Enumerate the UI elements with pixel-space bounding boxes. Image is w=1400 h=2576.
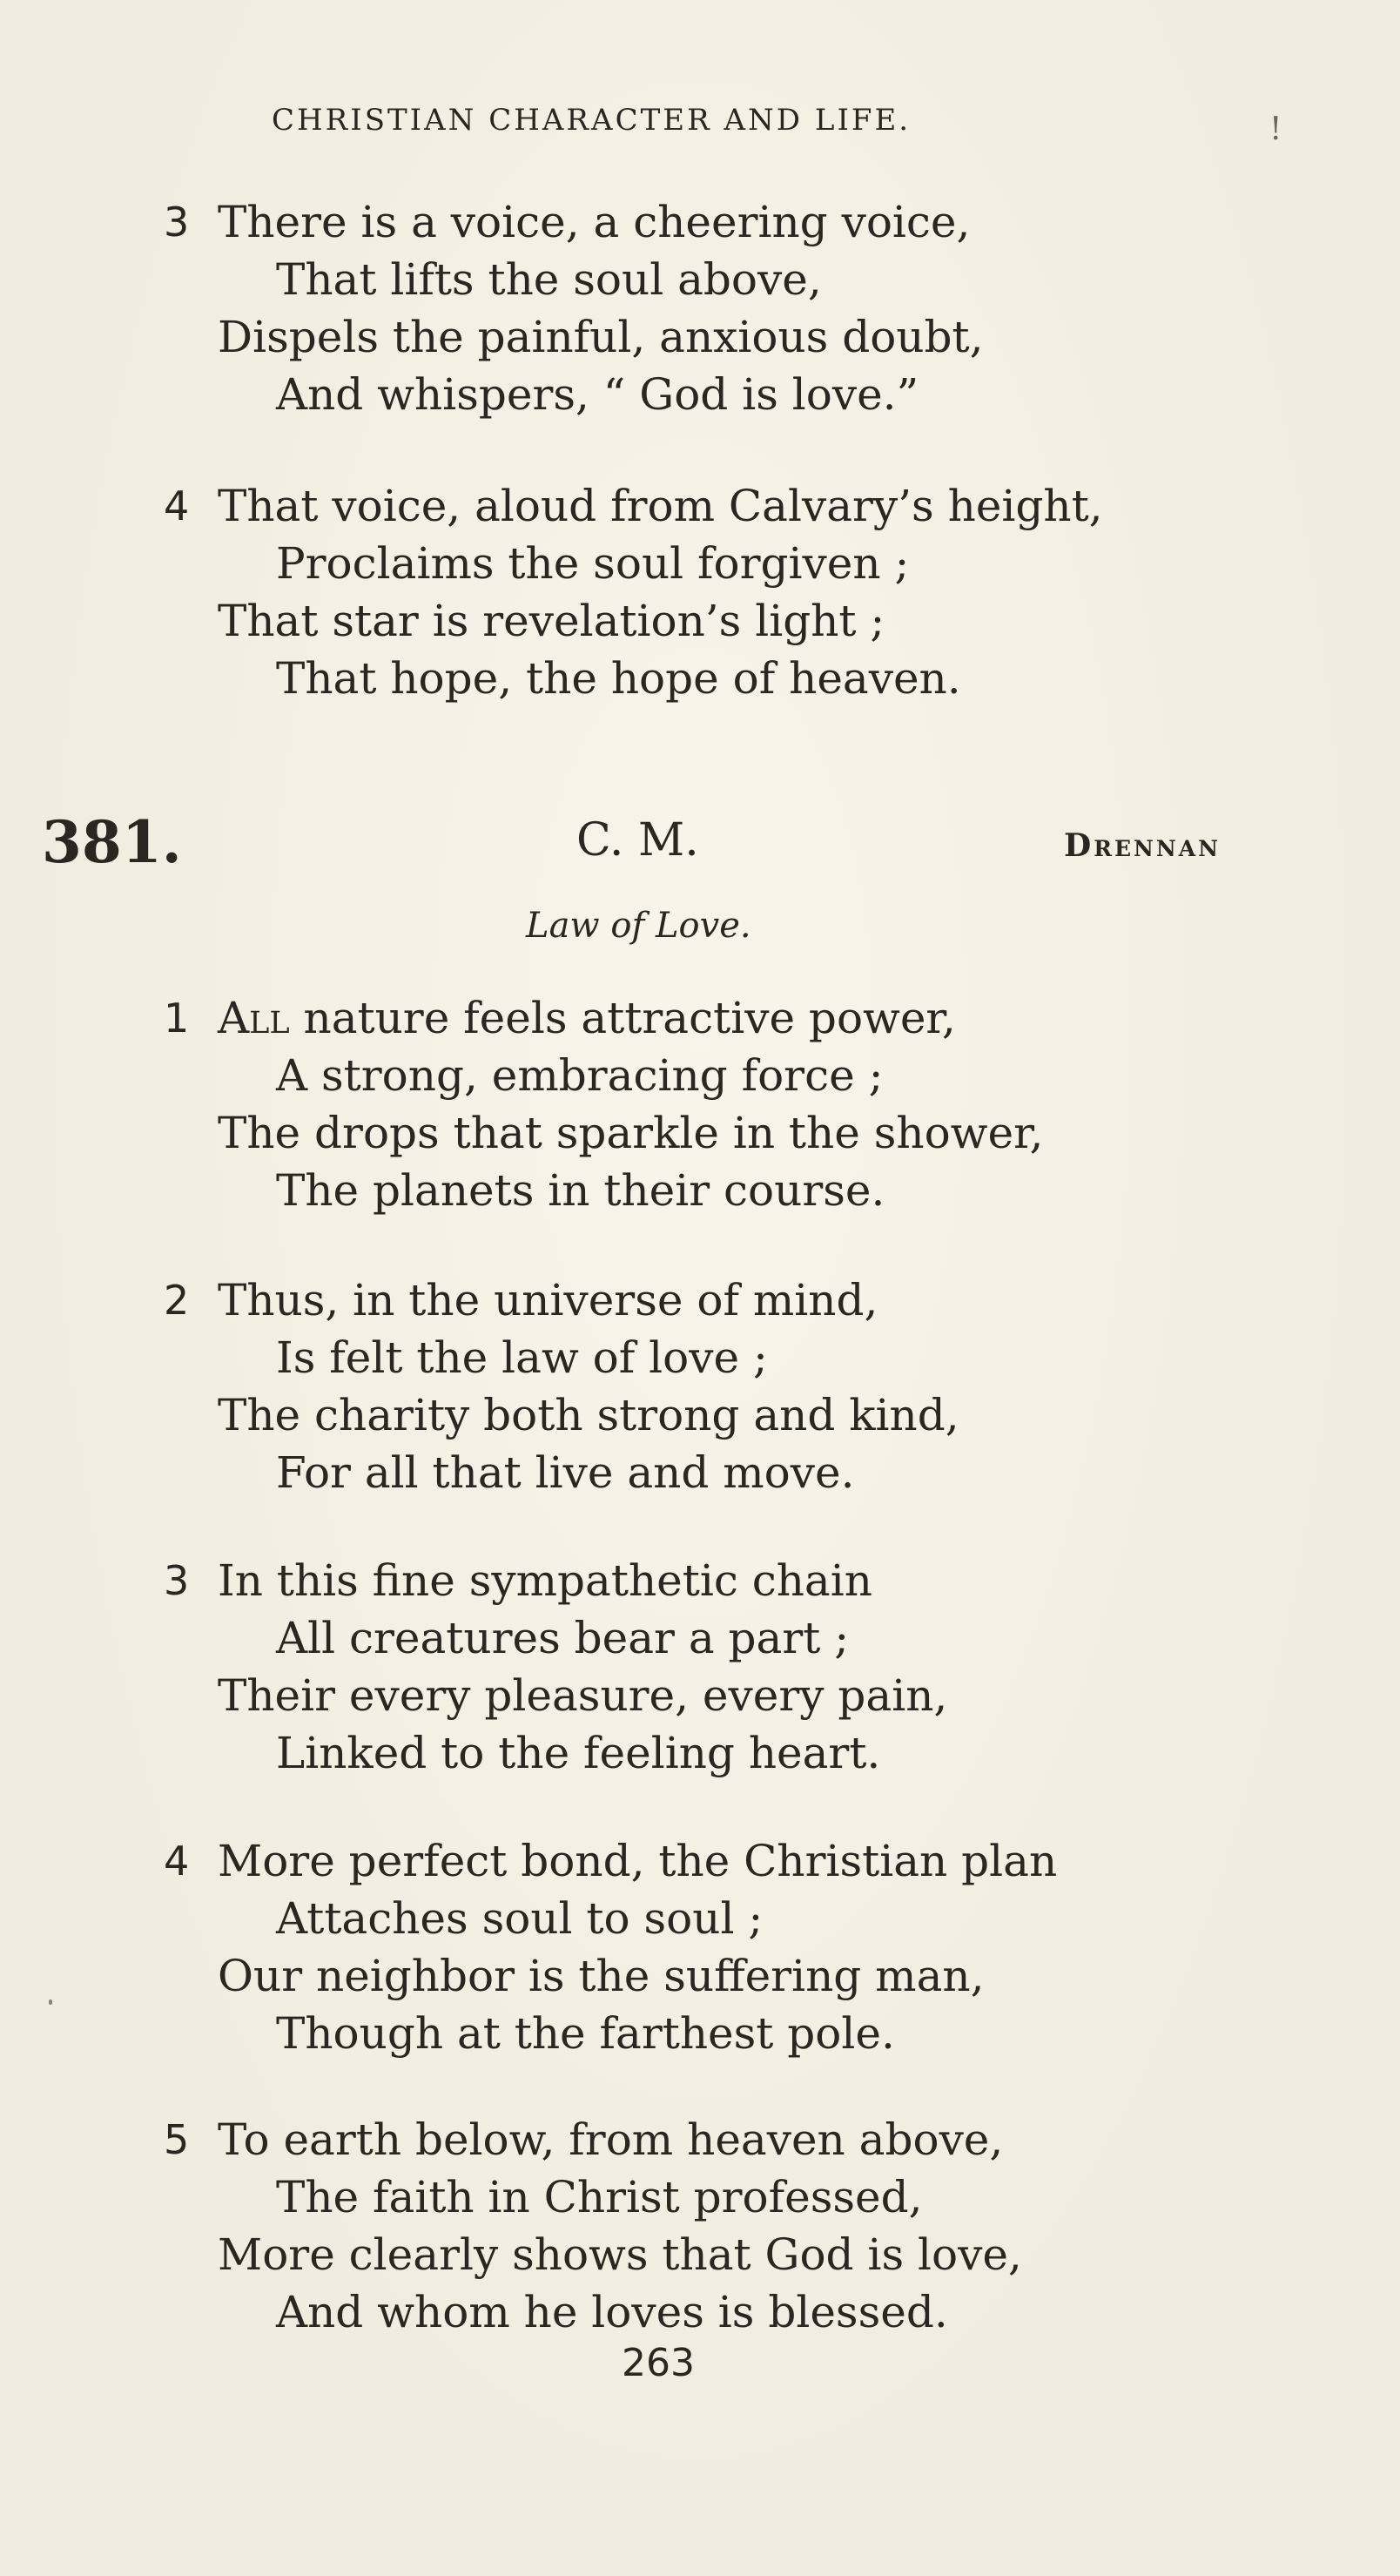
- verse-line: A strong, embracing force ;: [276, 1050, 884, 1101]
- verse-line: Their every pleasure, every pain,: [218, 1670, 948, 1721]
- verse-line: Our neighbor is the suffering man,: [218, 1951, 985, 2001]
- running-head: CHRISTIAN CHARACTER AND LIFE.: [272, 103, 912, 138]
- verse-line: All creatures bear a part ;: [276, 1613, 850, 1663]
- verse-line: The drops that sparkle in the shower,: [218, 1108, 1044, 1158]
- verse-line: For all that live and move.: [276, 1447, 855, 1498]
- stanza-number: 4: [164, 482, 190, 529]
- stanza-number: 2: [164, 1277, 190, 1324]
- verse-line: Dispels the painful, anxious doubt,: [218, 312, 984, 362]
- verse-line: More perfect bond, the Christian plan: [218, 1836, 1058, 1886]
- first-word: All: [218, 993, 290, 1043]
- margin-mark: !: [1269, 111, 1282, 147]
- stanza-number: 4: [164, 1838, 190, 1885]
- tune-name: Drennan: [1064, 827, 1222, 864]
- hymn-number: 381.: [42, 808, 182, 876]
- hymn-meter: C. M.: [576, 814, 699, 867]
- paper-speck: [49, 1999, 52, 2005]
- stanza-2: [164, 1271, 1261, 1501]
- stanza-number: 5: [164, 2116, 190, 2163]
- verse-line: And whom he loves is blessed.: [276, 2287, 948, 2337]
- verse-line: Linked to the feeling heart.: [276, 1728, 881, 1778]
- verse-line: There is a voice, a cheering voice,: [218, 197, 971, 247]
- verse-line: In this fine sympathetic chain: [218, 1555, 872, 1606]
- verse-line: The planets in their course.: [276, 1165, 885, 1216]
- verse-line: Attaches soul to soul ;: [276, 1893, 764, 1944]
- verse-line: That lifts the soul above,: [276, 254, 822, 305]
- verse-line: That hope, the hope of heaven.: [276, 653, 961, 704]
- verse-line: That voice, aloud from Calvary’s height,: [218, 481, 1103, 531]
- page-number: 263: [622, 2341, 695, 2385]
- stanza-number: 3: [164, 1557, 190, 1604]
- prev-stanza-3: [164, 193, 1261, 423]
- stanza-number: 1: [164, 995, 190, 1042]
- verse-line: Is felt the law of love ;: [276, 1332, 768, 1383]
- verse-line: Thus, in the universe of mind,: [218, 1275, 878, 1325]
- verse-line: Though at the farthest pole.: [276, 2008, 895, 2059]
- stanza-5: [164, 2111, 1261, 2341]
- verse-line: The charity both strong and kind,: [218, 1390, 959, 1440]
- verse-line: The faith in Christ professed,: [276, 2172, 923, 2222]
- stanza-3: [164, 1552, 1261, 1782]
- verse-line: nature feels attractive power,: [289, 993, 956, 1043]
- stanza-1: [164, 989, 1261, 1219]
- stanza-4: [164, 1832, 1261, 2062]
- verse-line: More clearly shows that God is love,: [218, 2229, 1022, 2280]
- prev-stanza-4: [164, 477, 1261, 707]
- verse-line: And whispers, “ God is love.”: [276, 369, 919, 420]
- verse-line: Proclaims the soul forgiven ;: [276, 538, 910, 589]
- stanza-number: 3: [164, 199, 190, 246]
- hymn-title: Law of Love.: [526, 906, 751, 946]
- verse-line: That star is revelation’s light ;: [218, 596, 885, 646]
- verse-line: To earth below, from heaven above,: [218, 2114, 1004, 2165]
